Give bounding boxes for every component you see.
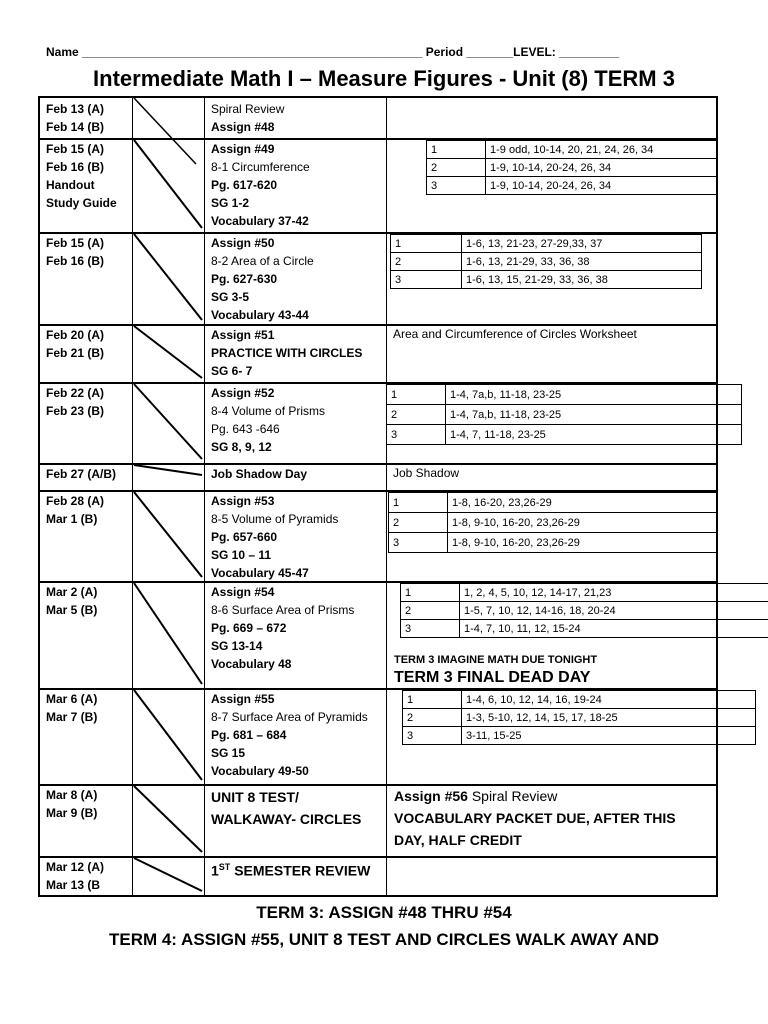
assignment-text: Assign #48 [211,120,275,134]
level-number: 3 [401,620,460,638]
date-text: Feb 23 (B) [46,404,105,418]
problem-list: 1-4, 6, 10, 12, 14, 16, 19-24 [462,691,756,709]
assignment-text: Pg. 669 – 672 [211,621,287,635]
diagonal-slash [132,688,204,784]
assignment-text [211,858,370,880]
assignment-text: Vocabulary 37-42 [211,214,309,228]
row-dates [46,690,97,726]
row-dates [46,492,104,528]
level-number: 2 [391,253,462,271]
level-number: 1 [391,235,462,253]
level-number: 3 [403,727,462,745]
diagonal-slash [132,382,204,463]
problem-list: 1-6, 13, 21-23, 27-29,33, 37 [462,235,702,253]
assignment-text: PRACTICE WITH CIRCLES [211,346,363,360]
table-row [401,602,768,620]
problem-list: 1-5, 7, 10, 12, 14-16, 18, 20-24 [460,602,768,620]
schedule-row [40,382,716,465]
assignment-text: 8-7 Surface Area of Pyramids [211,710,368,724]
diagonal-slash [132,324,204,382]
level-problems-table [426,140,718,195]
table-row [403,709,756,727]
date-text: Mar 5 (B) [46,603,98,617]
diagonal-slash [132,138,204,232]
assignment-text: Assign #54 [211,585,275,599]
assignment-text: SG 3-5 [211,290,250,304]
diagonal-slash [132,463,204,490]
schedule-row [40,688,716,786]
date-text: Mar 9 (B) [46,806,98,820]
assignment-text: WALKAWAY- CIRCLES [211,811,362,827]
date-text: Feb 15 (A) [46,142,105,156]
level-number: 3 [389,533,448,553]
level-problems-table [390,234,702,289]
level-number: 2 [427,159,486,177]
row-assignment [211,690,368,780]
footer-term3: TERM 3: ASSIGN #48 THRU #54 [256,903,512,922]
level-number: 1 [403,691,462,709]
note-text: Job Shadow [393,466,460,480]
assignment-text: Job Shadow Day [211,467,308,481]
date-text: Mar 1 (B) [46,512,98,526]
table-row [427,159,718,177]
note-text: Area and Circumference of Circles Worksheet [393,327,637,341]
table-row [387,405,742,425]
problem-list: 1-9, 10-14, 20-24, 26, 34 [486,159,718,177]
problem-list: 1-4, 7, 10, 11, 12, 15-24 [460,620,768,638]
schedule-row [40,490,716,583]
schedule-row [40,98,716,140]
level-number: 1 [387,385,446,405]
table-row [403,691,756,709]
level-number: 3 [427,177,486,195]
table-row [391,271,702,289]
level-number: 3 [387,425,446,445]
assignment-text: 8-5 Volume of Pyramids [211,512,339,526]
level-problems-table [388,492,718,553]
assignment-text: SG 6- 7 [211,364,253,378]
note-text: TERM 3 FINAL DEAD DAY [394,669,591,686]
row-dates [46,786,97,822]
schedule-row [40,232,716,326]
assignment-text: Assign #50 [211,236,275,250]
assignment-text: Pg. 627-630 [211,272,278,286]
schedule-row [40,784,716,858]
assignment-text: UNIT 8 TEST/ [211,789,299,805]
date-text: Feb 14 (B) [46,120,105,134]
date-text: Feb 13 (A) [46,102,105,116]
date-text: Mar 7 (B) [46,710,98,724]
assignment-text: Assign #51 [211,328,275,342]
date-text: Feb 22 (A) [46,386,105,400]
row-assignment [211,492,338,582]
assignment-text: Pg. 643 -646 [211,422,280,436]
note-text: VOCABULARY PACKET DUE, AFTER THIS [394,810,676,826]
level-number: 2 [403,709,462,727]
row-dates [46,326,104,362]
schedule-row [40,324,716,384]
assignment-text: SG 8, 9, 12 [211,440,272,454]
assignment-text: Assign #55 [211,692,275,706]
assignment-text: SG 13-14 [211,639,263,653]
row-assignment [211,234,314,324]
table-row [387,385,742,405]
schedule-row [40,138,716,234]
table-row [401,620,768,638]
date-text: Feb 27 (A/B) [46,467,117,481]
problem-list: 1-4, 7a,b, 11-18, 23-25 [446,405,742,425]
assignment-superscript: ST [218,862,231,872]
date-text: Feb 15 (A) [46,236,105,250]
date-text: Feb 21 (B) [46,346,105,360]
problem-list: 1, 2, 4, 5, 10, 12, 14-17, 21,23 [460,584,768,602]
assignment-text: Pg. 617-620 [211,178,278,192]
schedule-table [38,96,718,897]
assignment-text: 8-2 Area of a Circle [211,254,314,268]
problem-list: 1-4, 7, 11-18, 23-25 [446,425,742,445]
table-row [391,253,702,271]
row-dates [46,234,104,270]
assignment-text: Assign #49 [211,142,275,156]
row-assignment [211,858,370,880]
diagonal-slash [132,232,204,324]
problem-list: 3-11, 15-25 [462,727,756,745]
assignment-text: Spiral Review [211,102,285,116]
assignment-text: 8-1 Circumference [211,160,310,174]
problem-list: 1-8, 9-10, 16-20, 23,26-29 [448,533,718,553]
problem-list: 1-3, 5-10, 12, 14, 15, 17, 18-25 [462,709,756,727]
row-assignment [211,384,325,456]
note-assign: Assign #56 [394,788,468,804]
date-text: Mar 6 (A) [46,692,98,706]
date-text: Mar 12 (A) [46,860,105,874]
assignment-text: 8-4 Volume of Prisms [211,404,326,418]
level-number: 2 [387,405,446,425]
assignment-text: 8-6 Surface Area of Prisms [211,603,355,617]
note-text: TERM 3 IMAGINE MATH DUE TONIGHT [394,654,598,666]
table-row [403,727,756,745]
date-text: Study Guide [46,196,117,210]
date-text: Feb 20 (A) [46,328,105,342]
level-number: 1 [427,141,486,159]
assignment-text: SG 10 – 11 [211,548,272,562]
row-assignment [211,140,310,230]
row-dates [46,583,97,619]
footer-term4: TERM 4: ASSIGN #55, UNIT 8 TEST AND CIRCLES WALK AWAY AND [108,930,660,949]
assignment-text: SG 15 [211,746,246,760]
schedule-row [40,463,716,492]
row-assignment [211,583,354,673]
row-assignment [211,465,307,483]
table-row [427,177,718,195]
problem-list: 1-6, 13, 21-29, 33, 36, 38 [462,253,702,271]
date-text: Mar 13 (B [46,878,101,892]
assignment-text: Assign #53 [211,494,275,508]
date-text: Feb 28 (A) [46,494,105,508]
assignment-text: Vocabulary 43-44 [211,308,309,322]
header-line: Name ___________________________________________________ Period _______LEVEL: _________ [46,45,620,59]
table-row [401,584,768,602]
row-dates [46,140,117,212]
assignment-text: SG 1-2 [211,196,250,210]
date-text: Mar 2 (A) [46,585,98,599]
level-number: 3 [391,271,462,289]
table-row [389,533,718,553]
table-row [427,141,718,159]
table-row [389,513,718,533]
date-text: Feb 16 (B) [46,254,105,268]
assignment-text: Vocabulary 49-50 [211,764,309,778]
row-dates [46,465,116,483]
table-row [389,493,718,513]
problem-list: 1-6, 13, 15, 21-29, 33, 36, 38 [462,271,702,289]
assignment-text: 1 [211,862,219,879]
assignment-text: Pg. 657-660 [211,530,278,544]
date-text: Handout [46,178,95,192]
row-assignment [211,326,362,380]
problem-list: 1-9 odd, 10-14, 20, 21, 24, 26, 34 [486,141,718,159]
note-text [394,788,557,804]
date-text: Mar 8 (A) [46,788,98,802]
page-title: Intermediate Math I – Measure Figures - Unit (8) TERM 3 [93,66,675,91]
table-row [387,425,742,445]
diagonal-slash [132,98,204,138]
level-number: 2 [389,513,448,533]
assignment-text: SEMESTER REVIEW [230,862,371,879]
date-text: Feb 16 (B) [46,160,105,174]
diagonal-slash [132,784,204,856]
level-problems-table [400,583,768,638]
level-number: 1 [401,584,460,602]
assignment-text: Pg. 681 – 684 [211,728,287,742]
row-dates [46,858,104,894]
problem-list: 1-9, 10-14, 20-24, 26, 34 [486,177,718,195]
diagonal-slash [132,856,204,895]
diagonal-slash [132,581,204,688]
row-dates [46,100,104,136]
diagonal-slash [132,490,204,581]
level-problems-table [402,690,756,745]
assignment-text: Assign #52 [211,386,275,400]
row-assignment [211,786,361,830]
row-assignment [211,100,284,136]
schedule-row [40,856,716,895]
problem-list: 1-8, 9-10, 16-20, 23,26-29 [448,513,718,533]
note-text: DAY, HALF CREDIT [394,832,522,848]
problem-list: 1-8, 16-20, 23,26-29 [448,493,718,513]
assignment-text: Vocabulary 45-47 [211,566,309,580]
schedule-row [40,581,716,690]
level-number: 1 [389,493,448,513]
row-dates [46,384,104,420]
assignment-text: Vocabulary 48 [211,657,292,671]
note-spiral: Spiral Review [467,788,558,804]
level-problems-table [386,384,742,445]
table-row [391,235,702,253]
problem-list: 1-4, 7a,b, 11-18, 23-25 [446,385,742,405]
level-number: 2 [401,602,460,620]
